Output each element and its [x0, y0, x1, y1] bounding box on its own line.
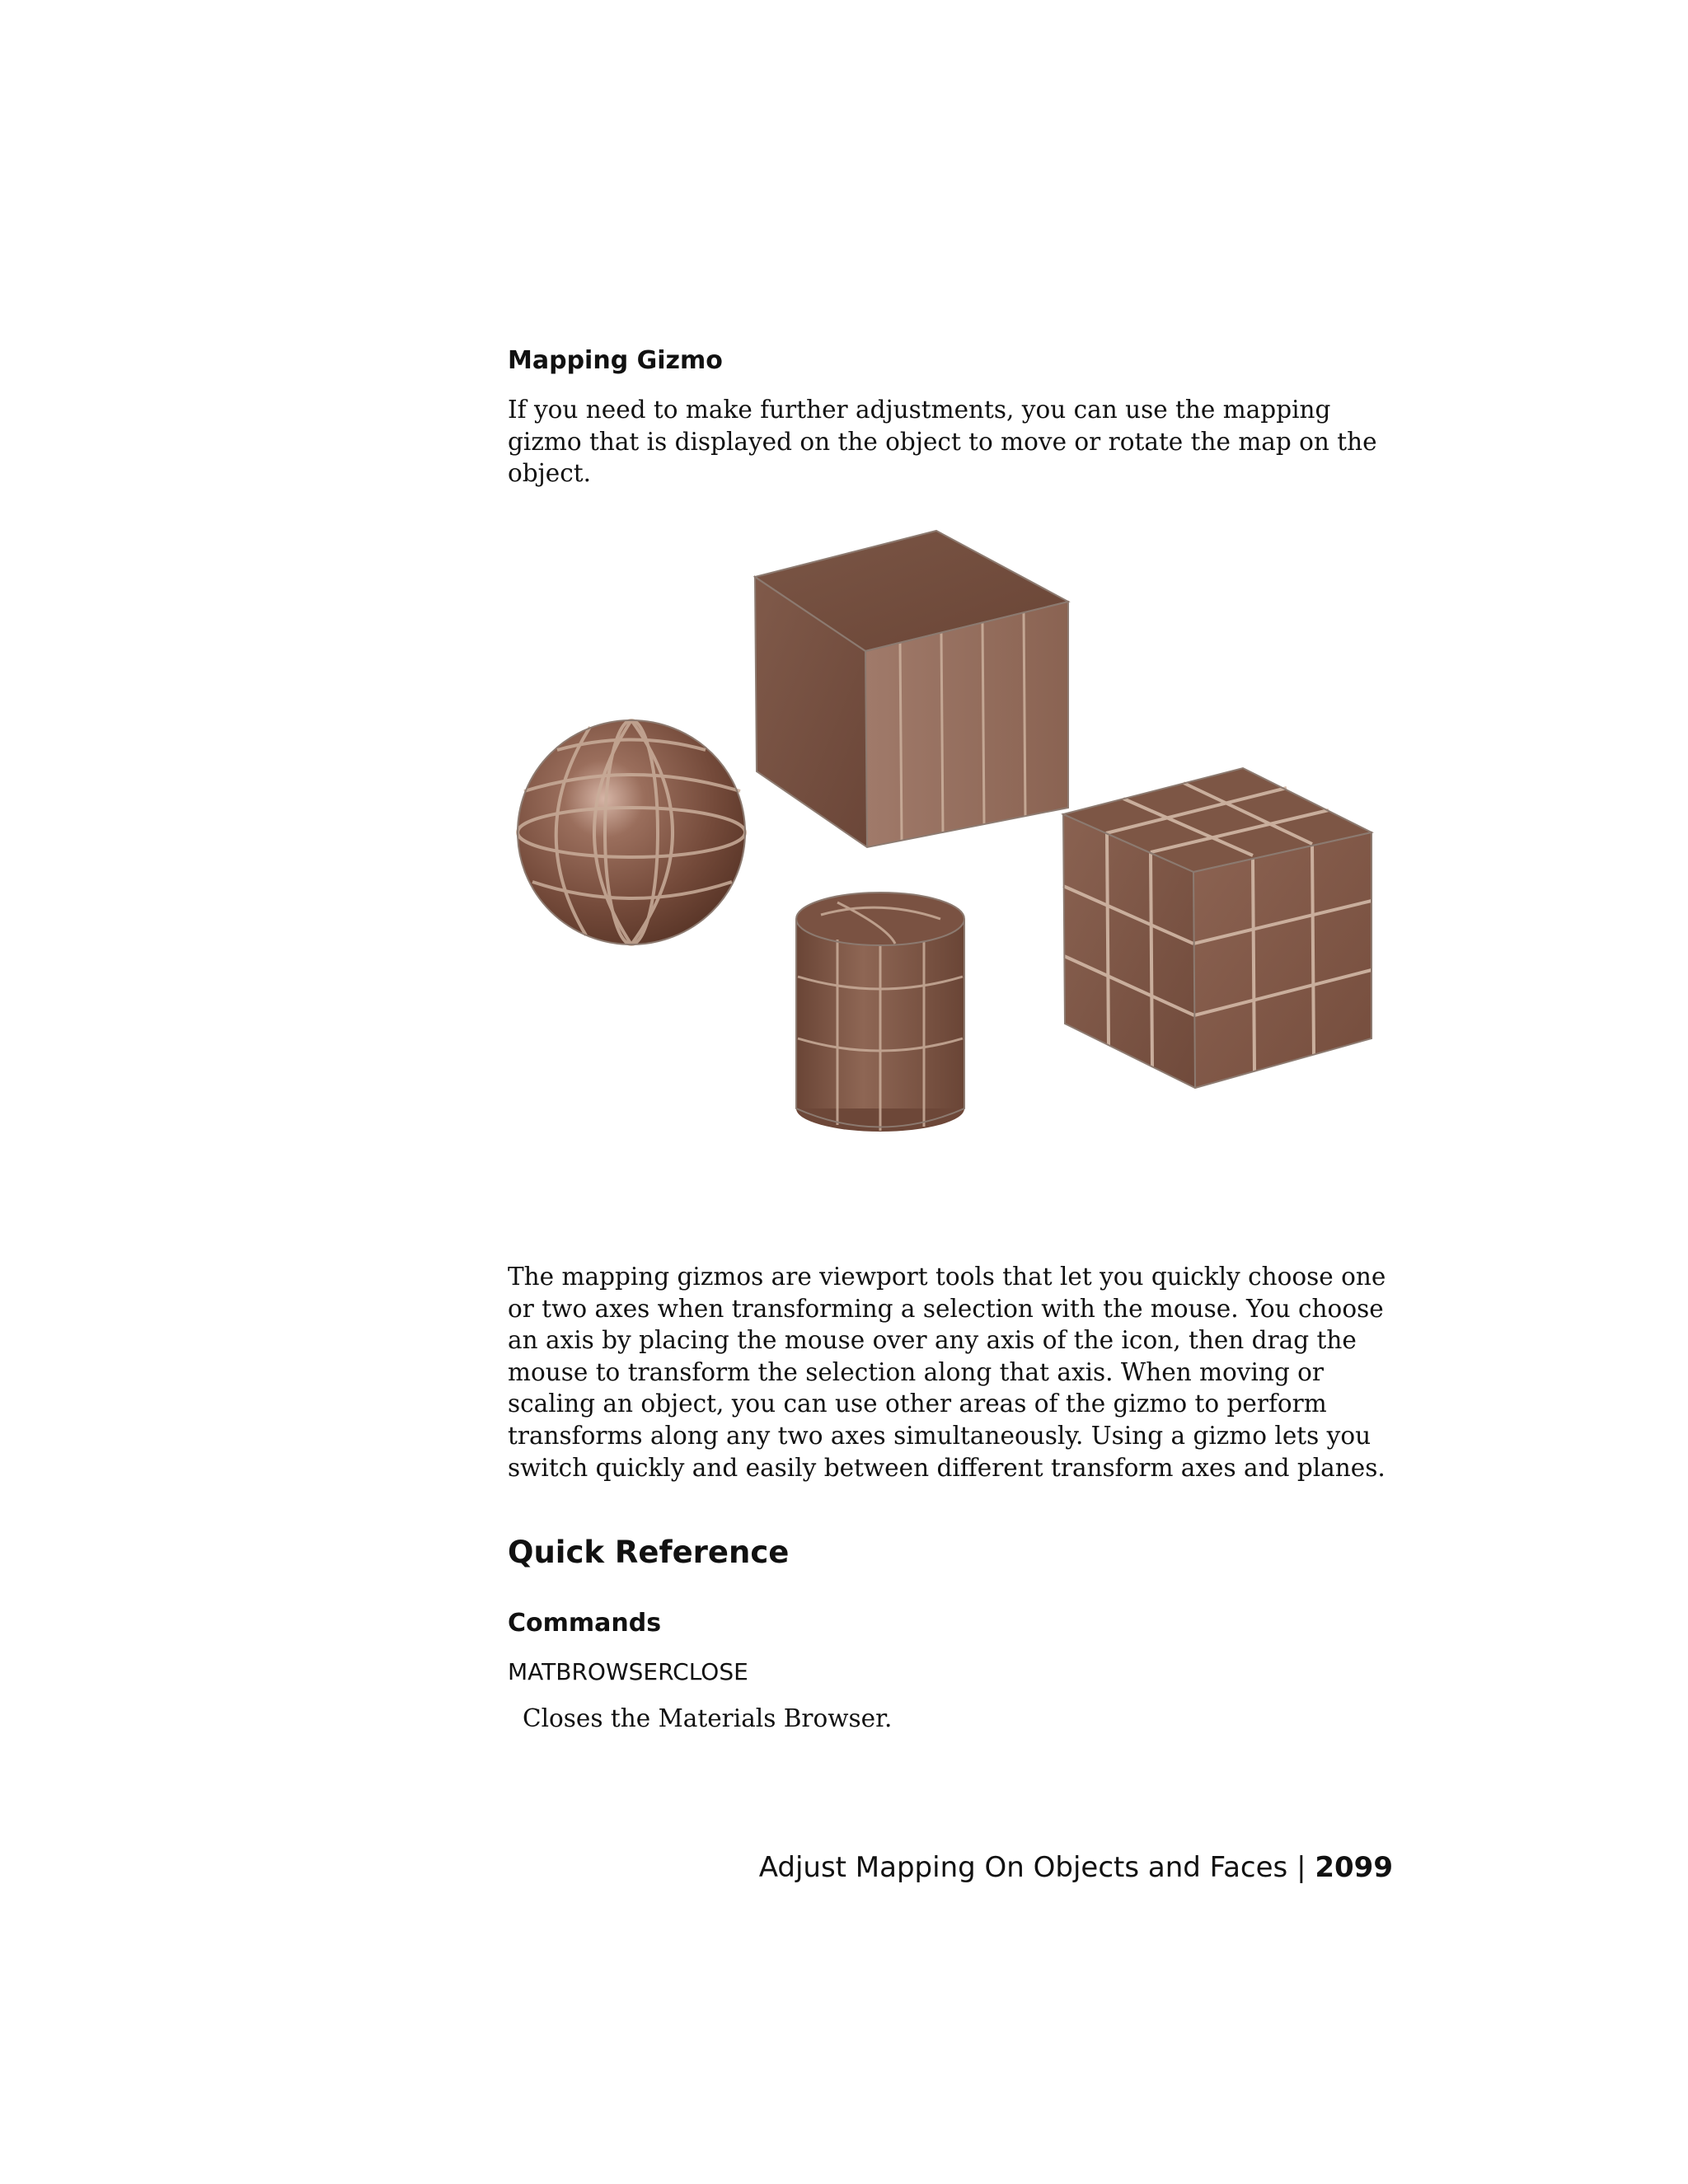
- footer-title: Adjust Mapping On Objects and Faces: [758, 1851, 1288, 1884]
- section-heading: Mapping Gizmo: [508, 346, 723, 375]
- command-description: Closes the Materials Browser.: [523, 1704, 893, 1732]
- page-footer: [759, 1851, 1393, 1884]
- gridded-sphere: [518, 720, 745, 944]
- command-name: MATBROWSERCLOSE: [508, 1658, 748, 1685]
- gridded-cube: [1063, 768, 1372, 1088]
- striped-box: [755, 531, 1068, 847]
- footer-separator: |: [1296, 1851, 1306, 1884]
- body-paragraph: The mapping gizmos are viewport tools that let you quickly choose one or two axes when transforming a selection with the mouse. You choose an axis by placing the mouse over any axis of the icon, then drag the mouse to transform the selection along that axis. When moving or scaling an object, you can use other areas of the gizmo to perform transforms along any two axes simultaneously. Using a gizmo lets you switch quickly and easily between different transform axes and planes.: [508, 1263, 1386, 1482]
- mapping-figure: [508, 511, 1447, 1203]
- commands-heading: Commands: [508, 1609, 662, 1638]
- page-number: 2099: [1315, 1851, 1393, 1884]
- quick-reference-heading: Quick Reference: [508, 1535, 790, 1570]
- intro-paragraph: If you need to make further adjustments, you can use the mapping gizmo that is displayed on the object to move or rotate the map on the object.: [508, 396, 1377, 488]
- gridded-cylinder: [796, 893, 964, 1132]
